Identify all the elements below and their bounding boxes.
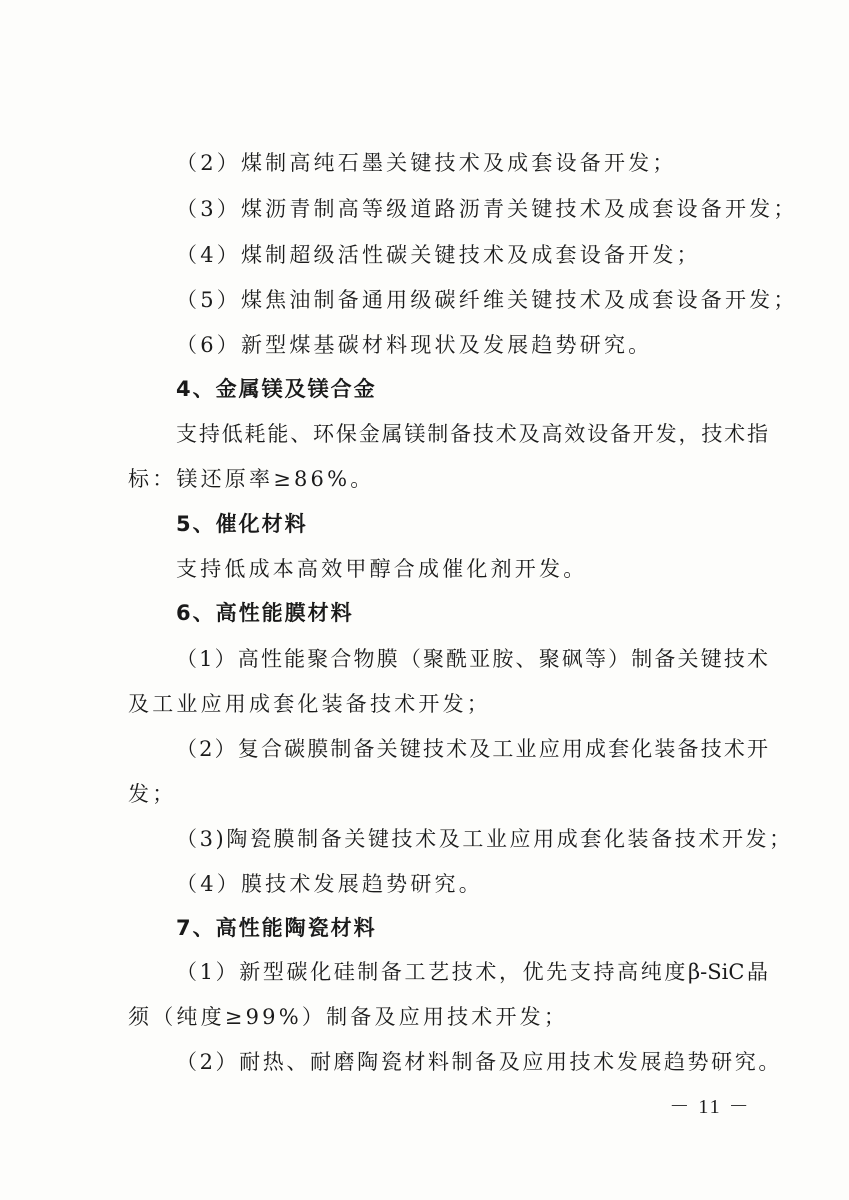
list-item: （4）膜技术发展趋势研究。 xyxy=(176,872,483,896)
list-item: （2）煤制高纯石墨关键技术及成套设备开发； xyxy=(176,151,677,175)
paragraph-line: 支持低耗能、环保金属镁制备技术及高效设备开发，技术指 xyxy=(176,422,768,446)
paragraph-line: 标：镁还原率≥86%。 xyxy=(128,467,375,491)
list-item-continuation: 须（纯度≥99%）制备及应用技术开发； xyxy=(128,1005,569,1029)
list-item: （6）新型煤基碳材料现状及发展趋势研究。 xyxy=(176,333,653,357)
list-item: （1）高性能聚合物膜（聚酰亚胺、聚砜等）制备关键技术 xyxy=(176,647,768,671)
list-item: （2）复合碳膜制备关键技术及工业应用成套化装备技术开 xyxy=(176,737,768,761)
list-item: （4）煤制超级活性碳关键技术及成套设备开发； xyxy=(176,243,701,267)
list-item: （5）煤焦油制备通用级碳纤维关键技术及成套设备开发； xyxy=(176,288,798,312)
section-heading: 5、催化材料 xyxy=(176,512,308,536)
list-item-continuation: 发； xyxy=(128,782,177,806)
page-number: － 11 － xyxy=(669,1096,751,1118)
section-heading: 7、高性能陶瓷材料 xyxy=(176,916,377,940)
list-item: （3)陶瓷膜制备关键技术及工业应用成套化装备技术开发； xyxy=(176,827,793,851)
list-item: （1）新型碳化硅制备工艺技术，优先支持高纯度β-SiC晶 xyxy=(176,960,768,984)
list-item: （3）煤沥青制高等级道路沥青关键技术及成套设备开发； xyxy=(176,197,798,221)
section-heading: 4、金属镁及镁合金 xyxy=(176,377,377,401)
list-item: （2）耐热、耐磨陶瓷材料制备及应用技术发展趋势研究。 xyxy=(176,1050,782,1074)
list-item-continuation: 及工业应用成套化装备技术开发； xyxy=(128,692,491,716)
paragraph-line: 支持低成本高效甲醇合成催化剂开发。 xyxy=(176,557,588,581)
section-heading: 6、高性能膜材料 xyxy=(176,601,354,625)
